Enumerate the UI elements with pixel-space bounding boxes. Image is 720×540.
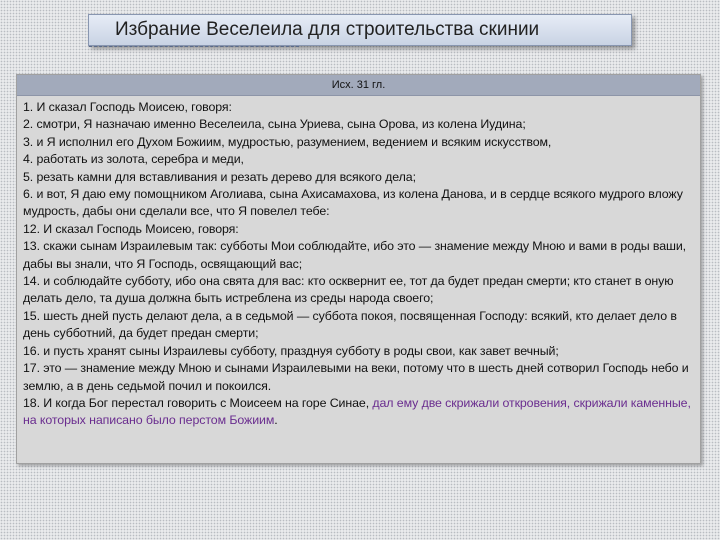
verses-list bbox=[17, 96, 700, 430]
verse-12: 12. И сказал Господь Моисею, говоря: bbox=[23, 221, 239, 236]
verse-16: 16. и пусть хранят сыны Израилевы субботу, празднуя субботу в роды свои, как завет вечный; bbox=[23, 343, 559, 358]
scripture-panel bbox=[16, 74, 701, 464]
verse-3: 3. и Я исполнил его Духом Божиим, мудростью, разумением, ведением и всяким искусством, bbox=[23, 134, 552, 149]
title-underline bbox=[89, 46, 299, 47]
panel-header: Исх. 31 гл. bbox=[17, 75, 700, 96]
verse-1: 1. И сказал Господь Моисею, говоря: bbox=[23, 100, 232, 114]
verse-6: 6. и вот, Я даю ему помощником Аголиава, сына Ахисамахова, из колена Данова, и в сердце всякого мудрого вложу мудрость, дабы они сделали все, что Я повелел тебе: bbox=[23, 187, 683, 219]
verse-4: 4. работать из золота, серебра и меди, bbox=[23, 152, 244, 167]
verse-15: 15. шесть дней пусть делают дела, а в седьмой — суббота покоя, посвященная Господу: всякий, кто делает дело в день субботний, да будет предан смерти; bbox=[23, 308, 677, 341]
slide-title: Избрание Веселеила для строительства скинии bbox=[115, 19, 540, 40]
verse-18-end: . bbox=[274, 413, 278, 428]
verse-18 bbox=[23, 395, 694, 430]
title-bar bbox=[88, 14, 632, 46]
verse-18-plain: 18. И когда Бог перестал говорить с Моисеем на горе Синае, bbox=[23, 395, 373, 410]
verse-14: 14. и соблюдайте субботу, ибо она свята для вас: кто осквернит ее, тот да будет предан смерти; кто станет в оную делать дело, та душа должна быть истреблена из среды народа своего; bbox=[23, 274, 674, 306]
verse-13: 13. скажи сынам Израилевым так: субботы Мои соблюдайте, ибо это — знамение между Мною и вами в роды ваши, дабы вы знали, что Я Господь, освящающий вас; bbox=[23, 239, 687, 271]
verse-18-highlight: дал ему две скрижали откровения, скрижали каменные, на которых написано было перстом Божиим bbox=[23, 395, 691, 428]
verse-17: 17. это — знамение между Мною и сынами Израилевыми на веки, потому что в шесть дней сотворил Господь небо и землю, а в день седьмой почил и покоился. bbox=[23, 361, 689, 393]
verse-5: 5. резать камни для вставливания и резать дерево для всякого дела; bbox=[23, 169, 416, 184]
verse-2: 2. смотри, Я назначаю именно Веселеила, сына Уриева, сына Орова, из колена Иудина; bbox=[23, 117, 526, 132]
